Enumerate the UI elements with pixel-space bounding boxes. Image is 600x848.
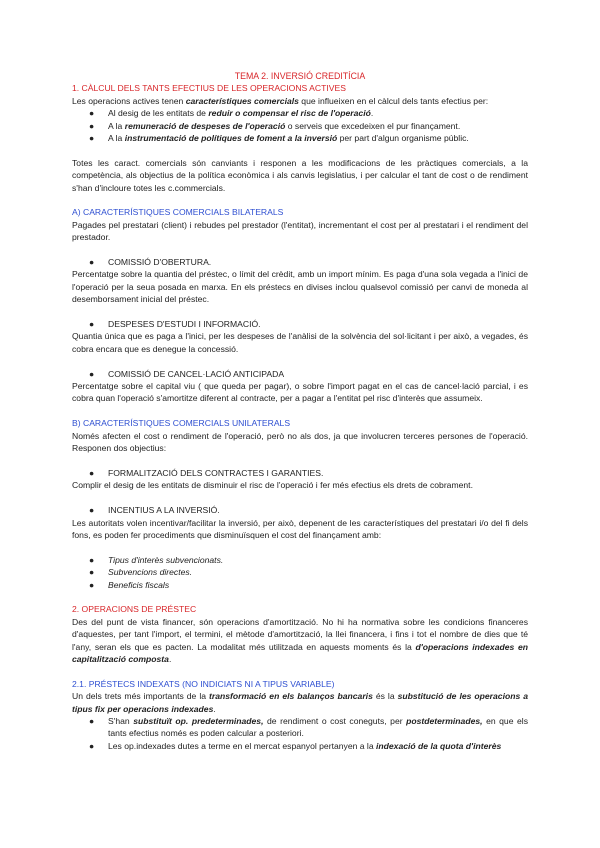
- list-item: ● Al desig de les entitats de reduir o compensar el risc de l'operació.: [89, 108, 374, 119]
- item-heading: ● COMISSIÓ DE CANCEL·LACIÓ ANTICIPADA: [89, 368, 285, 379]
- item-text: Percentatge sobre la quantia del préstec, o límit del crèdit, amb un import mínim. Es paga d'una sola vegada a l'inici de l'operació per la seua posada en marxa. En els préstecs en divises inclou qualsevol comissió per canvi de moneda al desemborsament inicial del préstec.: [72, 269, 528, 305]
- list-item: ● Beneficis fiscals: [89, 579, 170, 590]
- list-item: ● Les op.indexades dutes a terme en el mercat espanyol pertanyen a la indexació de la quota d'interès: [89, 740, 502, 751]
- section-1-paragraph: Totes les caract. comercials són canviants i responen a les modificacions de les pràctiques comercials, a la competència, als objectius de la política econòmica i als canvis legislatius, i per calcular el tant de cost o de rendiment s'han d'incloure totes les c.commercials.: [72, 157, 528, 193]
- section-a-heading: A) CARACTERÍSTIQUES COMERCIALS BILATERALS: [72, 207, 284, 218]
- item-text: Complir el desig de les entitats de disminuir el risc de l'operació i fer més efectius els drets de cobrament.: [72, 480, 473, 491]
- section-b-heading: B) CARACTERÍSTIQUES COMERCIALS UNILATERALS: [72, 418, 291, 429]
- list-item: ● Tipus d'interès subvencionats.: [89, 554, 224, 565]
- item-heading: ● DESPESES D'ESTUDI I INFORMACIÓ.: [89, 319, 261, 330]
- incentives-list: [72, 554, 528, 591]
- item-text: Percentatge sobre el capital viu ( que queda per pagar), o sobre l'import pagat en el cas de cancel·lació parcial, i es cobra quan l'operació s'amortitze diferent al contracte, per a pagar a l'entitat pel risc d'interès que assumeix.: [72, 381, 528, 404]
- section-2-1-paragraph: Un dels trets més importants de la transformació en els balanços bancaris és la substitució de les operacions a tipus fix per operacions indexades.: [72, 691, 529, 714]
- list-item: ● A la instrumentació de polítiques de foment a la inversió per part d'algun organisme públic.: [89, 133, 469, 144]
- item-heading: ● FORMALITZACIÓ DELS CONTRACTES I GARANTIES.: [89, 467, 324, 478]
- item-heading: ● COMISSIÓ D'OBERTURA.: [89, 257, 212, 268]
- section-b-intro: Només afecten el cost o rendiment de l'operació, però no als dos, ja que involucren terceres persones de l'operació. Responen dos objectius:: [72, 430, 528, 454]
- section-2-1-bullets: [72, 715, 528, 752]
- item-heading: ● INCENTIUS A LA INVERSIÓ.: [89, 505, 220, 516]
- section-2-heading: 2. OPERACIONS DE PRÉSTEC: [72, 604, 197, 615]
- list-item: ● A la remuneració de despeses de l'operació o serveis que excedeixen el pur finançament.: [89, 120, 461, 131]
- section-1-bullets: [72, 107, 528, 144]
- list-item: ● S'han substituït op. predeterminades, de rendiment o cost coneguts, per postdeterminades, en que els tants efectius només es poden calcular a posteriori.: [89, 715, 528, 739]
- section-1-intro: Les operacions actives tenen característiques comercials que influeixen en el càlcul dels tants efectius per:: [72, 95, 489, 106]
- item-text: Quantia única que es paga a l'inici, per les despeses de l'anàlisi de la solvència del sol·licitant i per això, a vegades, és cobra encara que es denegue la concessió.: [72, 331, 528, 354]
- item-text: Les autoritats volen incentivar/facilitar la inversió, per això, depenent de les característiques del prestatari i/o del fi dels fons, es poden fer procediments que disminuïsquen el cost del finançament amb:: [72, 517, 528, 540]
- section-2-1-heading: 2.1. PRÉSTECS INDEXATS (NO INDICIATS NI A TIPUS VARIABLE): [72, 678, 335, 689]
- list-item: ● Subvencions directes.: [89, 567, 193, 578]
- document-page: [72, 70, 528, 752]
- page-title: TEMA 2. INVERSIÓ CREDITÍCIA: [234, 71, 366, 81]
- section-2-paragraph: Des del punt de vista financer, són operacions d'amortització. No hi ha normativa sobre les condicions financeres d'aquestes, per tant l'import, el termini, el mètode d'amortització, la llei financera, i fins i tot el nombre de dies que té l'any, seran els que es pacten. La modalitat més utilitzada en aquests moments és la d'operacions indexades en capitalització composta.: [72, 616, 528, 664]
- section-a-intro: Pagades pel prestatari (client) i rebudes pel prestador (l'entitat), incrementant el cost per al prestatari i el rendiment del prestador.: [72, 219, 528, 243]
- section-1-heading: 1. CÀLCUL DELS TANTS EFECTIUS DE LES OPERACIONS ACTIVES: [72, 83, 346, 94]
